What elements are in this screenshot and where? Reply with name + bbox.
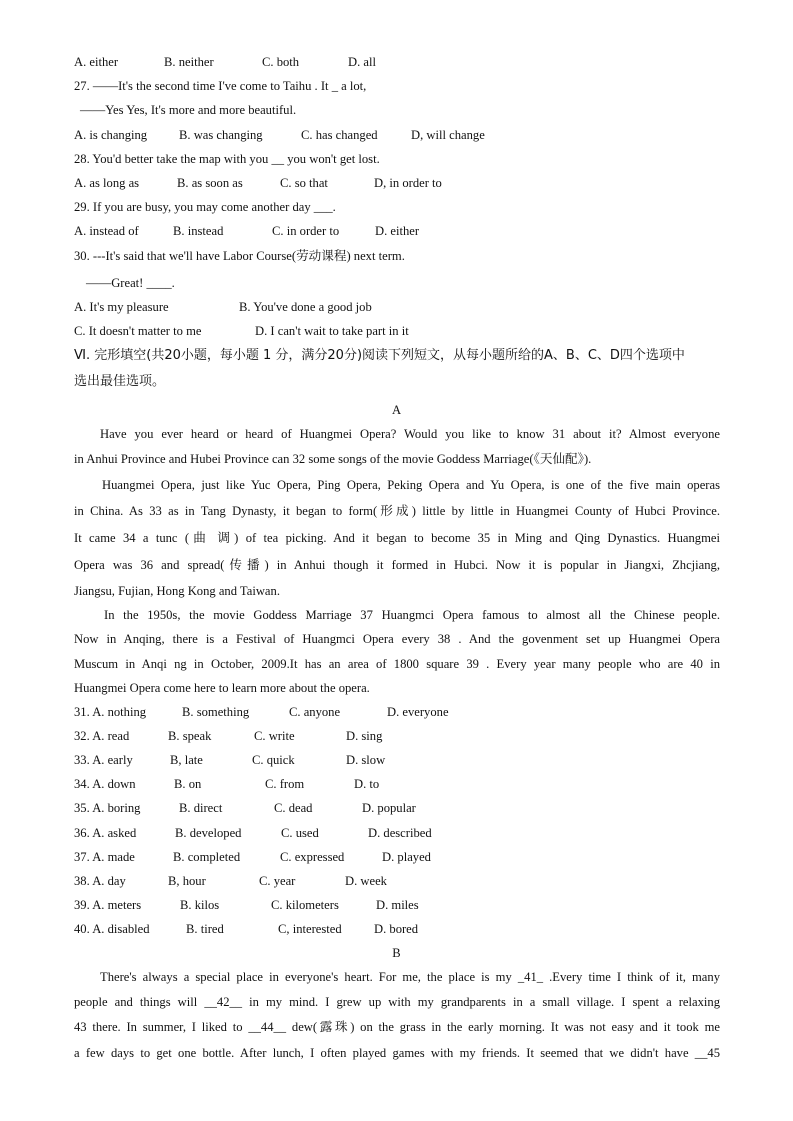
question-32-options [74,728,720,744]
q27-option-b: B. was changing [179,128,263,142]
option-b: B. developed [175,826,242,840]
option-c: C. quick [252,753,295,767]
q26-option-c: C. both [262,55,300,69]
q30-options-ab [74,299,720,315]
option-d: D. week [345,874,387,888]
section-6-heading: Ⅵ. 完形填空(共20小题，每小题 1 分，满分20分)阅读下列短文，从每小题所给的A、B、C、D四个选项中 [74,348,685,363]
passage-a-line: Huangmei Opera, just like Yuc Opera, Ping Opera, Peking Opera and Yu Opera, is one of the five main operas [102,478,720,492]
q27-options [74,127,720,143]
option-c: C. kilometers [271,898,339,912]
q30-option-b: B. You've done a good job [239,300,372,314]
q28-stem: 28. You'd better take the map with you __ you won't get lost. [74,152,380,166]
option-b: B. speak [168,729,212,743]
option-c: C. expressed [280,850,345,864]
section-6-heading-cont: 选出最佳选项。 [74,374,166,389]
option-a: 36. A. asked [74,826,137,840]
option-a: 35. A. boring [74,801,141,815]
q27-reply: ——Yes Yes, It's more and more beautiful. [80,103,297,117]
option-b: B. kilos [180,898,220,912]
passage-a-line: Now in Anqing, there is a Festival of Huangmci Opera every 38 . And the govenment set up Huangmei Opera [74,632,720,646]
q30-option-a: A. It's my pleasure [74,300,169,314]
option-b: B. something [182,705,250,719]
option-a: 33. A. early [74,753,133,767]
question-35-options [74,800,720,816]
q27-option-d: D, will change [411,128,485,142]
question-31-options [74,704,720,720]
passage-a-line: in Anhui Province and Hubei Province can 32 some songs of the movie Goddess Marriage(《天仙配》). [74,452,592,466]
q29-option-d: D. either [375,224,420,238]
option-d: D. sing [346,729,383,743]
q29-stem: 29. If you are busy, you may come another day ___. [74,200,336,214]
q29-option-a: A. instead of [74,224,139,238]
q27-option-c: C. has changed [301,128,378,142]
passage-a-line: Opera was 36 and spread(传播) in Anhui though it formed in Hubci. Now it is popular in Jiangxi, Zhcjiang, [74,558,720,572]
passage-b-line: There's always a special place in everyone's heart. For me, the place is my _41_ .Every time I think of it, many [100,970,720,984]
passage-a-line: in China. As 33 as in Tang Dynasty, it began to form(形成) little by little in Huangmei County of Hubci Province. [74,504,720,518]
q26-option-a: A. either [74,55,119,69]
passage-a-line: Huangmei Opera come here to learn more about the opera. [74,681,370,695]
question-38-options [74,873,720,889]
option-d: D. played [382,850,431,864]
q30-option-d: D. I can't wait to take part in it [255,324,409,338]
option-c: C. used [281,826,319,840]
passage-b-label: B [392,946,401,960]
option-c: C. write [254,729,295,743]
option-b: B. direct [179,801,223,815]
option-c: C, interested [278,922,342,936]
question-33-options [74,752,720,768]
q30-stem: 30. ---It's said that we'll have Labor Course(劳动课程) next term. [74,249,405,263]
option-d: D. everyone [387,705,449,719]
option-d: D. bored [374,922,419,936]
passage-a-line: Jiangsu, Fujian, Hong Kong and Taiwan. [74,584,280,598]
passage-a-label: A [391,403,402,417]
option-a: 31. A. nothing [74,705,147,719]
option-d: D. to [354,777,380,791]
q30-reply: ——Great! ____. [86,276,175,290]
question-37-options [74,849,720,865]
option-a: 39. A. meters [74,898,142,912]
option-c: C. year [259,874,296,888]
option-b: B. completed [173,850,241,864]
q26-option-d: D. all [348,55,376,69]
q28-option-b: B. as soon as [177,176,243,190]
passage-b-line: 43 there. In summer, I liked to __44__ dew(露珠) on the grass in the early morning. It was not easy and it took me [74,1020,720,1034]
option-c: C. anyone [289,705,341,719]
q27-option-a: A. is changing [74,128,148,142]
option-a: 37. A. made [74,850,135,864]
passage-a-line: In the 1950s, the movie Goddess Marriage 37 Huangmci Opera famous to almost all the Chinese people. [104,608,720,622]
option-a: 34. A. down [74,777,136,791]
question-39-options [74,897,720,913]
option-c: C. from [265,777,305,791]
question-36-options [74,825,720,841]
q29-options [74,223,720,239]
option-d: D. miles [376,898,419,912]
q28-option-c: C. so that [280,176,328,190]
option-a: 40. A. disabled [74,922,150,936]
q29-option-b: B. instead [173,224,224,238]
option-d: D. popular [362,801,416,815]
passage-a-line: It came 34 a tunc (曲 调) of tea picking. And it began to become 35 in Ming and Qing Dynastics. Huangmei [74,531,720,545]
q29-option-c: C. in order to [272,224,340,238]
q30-options-cd [74,323,720,339]
passage-b-line: a few days to get one bottle. After lunch, I often played games with my friends. It seemed that we didn't have __45 [74,1046,720,1060]
passage-a-line: Muscum in Anqi ng in October, 2009.It has an area of 1800 square 39 . Every year many people who are 40 in [74,657,720,671]
option-d: D. described [368,826,432,840]
question-40-options [74,921,720,937]
q28-option-d: D, in order to [374,176,442,190]
q26-option-b: B. neither [164,55,214,69]
option-b: B, hour [168,874,206,888]
option-b: B. tired [186,922,224,936]
q26-options [74,54,720,70]
option-c: C. dead [274,801,313,815]
option-a: 38. A. day [74,874,126,888]
option-a: 32. A. read [74,729,130,743]
option-b: B. on [174,777,202,791]
option-d: D. slow [346,753,386,767]
q27-stem: 27. ——It's the second time I've come to Taihu . It _ a lot, [74,79,367,93]
q28-options [74,175,720,191]
q28-option-a: A. as long as [74,176,140,190]
passage-b-line: people and things will __42__ in my mind. I grew up with my grandparents in a small village. I spent a relaxing [74,995,720,1009]
passage-a-line: Have you ever heard or heard of Huangmei Opera? Would you like to know 31 about it? Almost everyone [100,427,720,441]
option-b: B, late [170,753,203,767]
q30-option-c: C. It doesn't matter to me [74,324,202,338]
question-34-options [74,776,720,792]
